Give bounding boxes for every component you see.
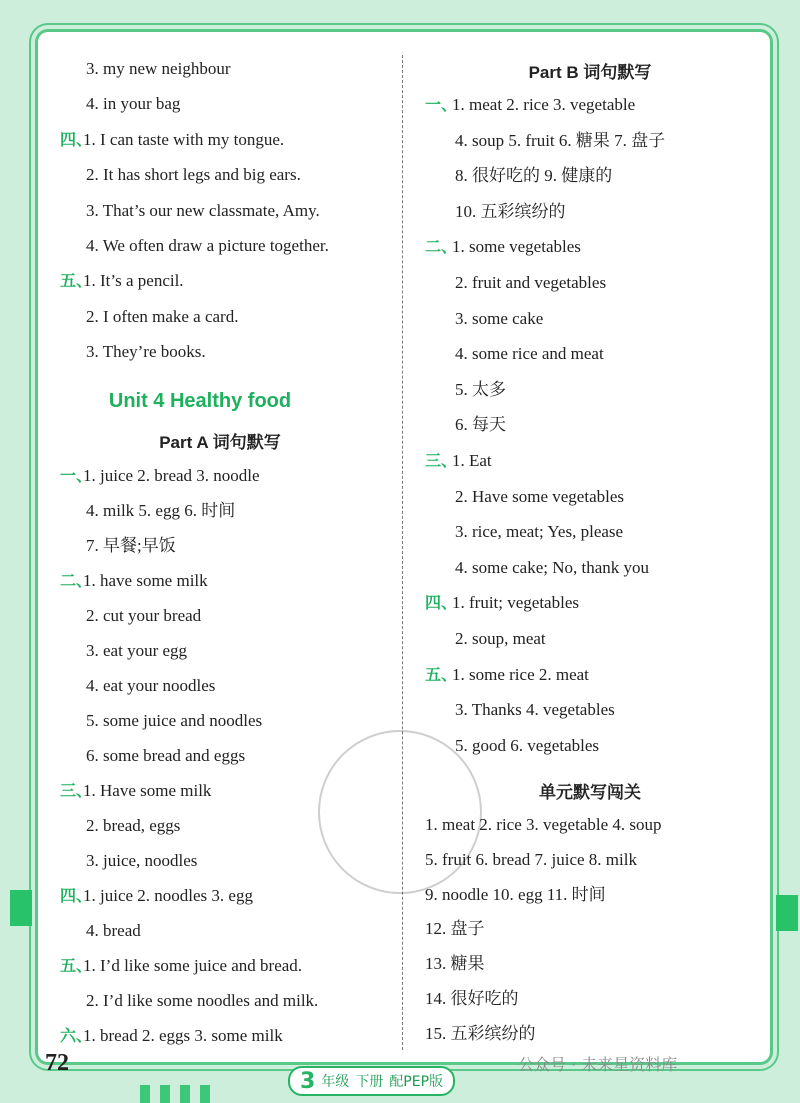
review-line: 1. meat 2. rice 3. vegetable 4. soup <box>425 815 662 834</box>
section-number: 一、 <box>425 95 458 114</box>
answer-line: 3. eat your egg <box>86 641 188 660</box>
answer-line: 1. bread 2. eggs 3. some milk <box>83 1026 283 1045</box>
answer-line: 5. some juice and noodles <box>86 711 263 730</box>
section-number: 三、 <box>60 781 93 800</box>
answer-line: 1. juice 2. bread 3. noodle <box>83 466 260 485</box>
answer-line: 4. milk 5. egg 6. 时间 <box>86 501 236 520</box>
grade-number: 3 <box>300 1068 316 1094</box>
review-line: 9. noodle 10. egg 11. 时间 <box>425 884 606 904</box>
part-b-title: Part B 词句默写 <box>528 63 652 82</box>
answer-line: 1. It’s a pencil. <box>83 271 184 291</box>
answer-line: 3. some cake <box>455 308 544 328</box>
answer-line: 1. meat 2. rice 3. vegetable <box>452 95 636 114</box>
section-number: 六、 <box>60 1026 93 1045</box>
answer-line: 2. fruit and vegetables <box>455 273 607 292</box>
answer-line: 1. I’d like some juice and bread. <box>83 956 303 975</box>
book-label <box>288 1066 455 1096</box>
answer-line: 4. some rice and meat <box>455 344 604 364</box>
answer-line: 7. 早餐;早饭 <box>86 536 176 555</box>
left-side-tab <box>10 890 32 926</box>
watermark-text: 公众号 · 未来星资料库 <box>518 1055 678 1074</box>
answer-line: 2. I often make a card. <box>86 306 239 326</box>
answer-line: 10. 五彩缤纷的 <box>455 201 566 221</box>
section-number: 五、 <box>425 664 458 684</box>
unit-title: Unit 4 Healthy food <box>108 390 292 412</box>
answer-line: 1. some rice 2. meat <box>452 664 589 684</box>
answer-line: 5. 太多 <box>455 379 506 399</box>
review-line: 12. 盘子 <box>425 919 485 939</box>
answer-line: 4. in your bag <box>86 94 181 114</box>
answer-line: 3. That’s our new classmate, Amy. <box>86 200 320 220</box>
review-line: 14. 很好吃的 <box>425 989 519 1008</box>
section-number: 五、 <box>60 956 93 975</box>
answer-line: 6. 每天 <box>455 415 506 435</box>
answer-line: 3. juice, noodles <box>86 851 198 870</box>
answer-line: 2. cut your bread <box>86 606 202 625</box>
answer-line: 1. juice 2. noodles 3. egg <box>83 886 253 905</box>
section-number: 二、 <box>60 571 93 590</box>
answer-line: 1. have some milk <box>83 571 208 590</box>
answer-line: 1. I can taste with my tongue. <box>83 129 285 149</box>
unit-review-title: 单元默写闯关 <box>539 783 641 802</box>
section-number: 五、 <box>60 271 93 291</box>
answer-line: 3. rice, meat; Yes, please <box>455 522 624 542</box>
section-number: 三、 <box>425 451 458 470</box>
answer-line: 3. They’re books. <box>86 342 206 362</box>
review-line: 5. fruit 6. bread 7. juice 8. milk <box>425 849 637 869</box>
answer-line: 4. eat your noodles <box>86 676 216 695</box>
answer-line: 4. soup 5. fruit 6. 糖果 7. 盘子 <box>455 130 666 150</box>
stamp-watermark <box>318 730 482 894</box>
column-divider <box>402 55 403 1050</box>
edition-label: 配PEP版 <box>389 1074 444 1090</box>
answer-line: 2. It has short legs and big ears. <box>86 165 301 185</box>
section-number: 二、 <box>425 237 458 257</box>
answer-line: 8. 很好吃的 9. 健康的 <box>455 166 613 186</box>
answer-line: 4. bread <box>86 921 141 940</box>
page-number: 72 <box>45 1050 69 1076</box>
answer-line: 1. fruit; vegetables <box>452 593 579 613</box>
answer-line: 2. bread, eggs <box>86 816 181 835</box>
answer-line: 1. Eat <box>452 451 492 470</box>
answer-line: 4. We often draw a picture together. <box>86 236 329 255</box>
review-line: 13. 糖果 <box>425 954 485 974</box>
answer-line: 2. I’d like some noodles and milk. <box>86 991 319 1010</box>
section-number: 一、 <box>60 466 93 485</box>
answer-line: 3. my new neighbour <box>86 59 231 78</box>
answer-line: 4. some cake; No, thank you <box>455 557 650 577</box>
answer-line: 3. Thanks 4. vegetables <box>455 700 615 720</box>
section-number: 四、 <box>60 129 93 149</box>
answer-line: 6. some bread and eggs <box>86 746 246 765</box>
section-number: 四、 <box>425 593 458 613</box>
review-line: 15. 五彩缤纷的 <box>425 1023 536 1043</box>
term-label: 下册 <box>355 1074 384 1090</box>
section-number: 四、 <box>60 886 93 905</box>
answer-line: 5. good 6. vegetables <box>455 735 599 755</box>
answer-line: 2. soup, meat <box>455 629 546 648</box>
answer-line: 1. Have some milk <box>83 781 212 800</box>
part-a-title: Part A 词句默写 <box>159 433 281 452</box>
answer-line: 1. some vegetables <box>452 237 581 257</box>
answer-line: 2. Have some vegetables <box>455 486 624 506</box>
right-side-tab <box>776 895 798 931</box>
grade-label: 年级 <box>321 1074 350 1090</box>
